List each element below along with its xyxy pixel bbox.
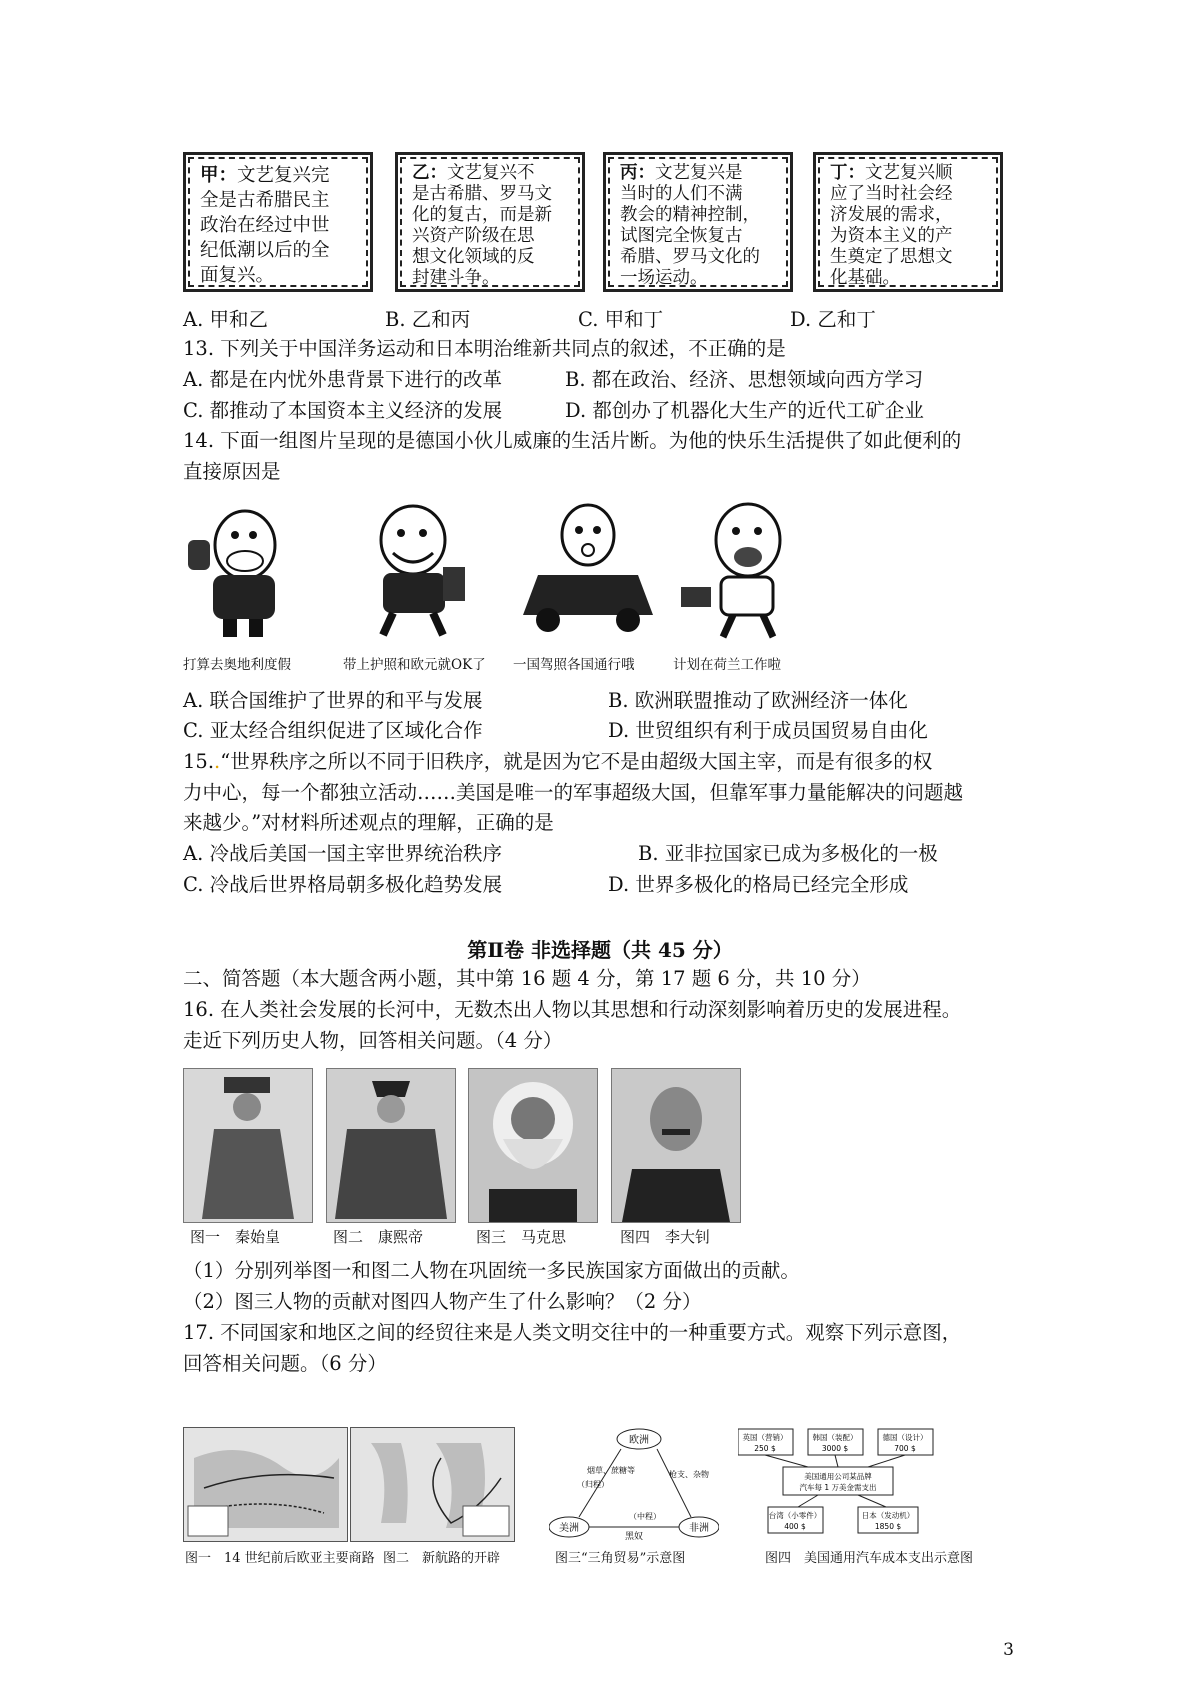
cost-de: 德国（设计） [882, 1433, 928, 1442]
q14-stem-line2: 直接原因是 [183, 460, 281, 483]
map-trade-routes [183, 1427, 348, 1542]
portrait-figure-icon [184, 1069, 312, 1222]
figure-caption: 图三“三角贸易”示意图 [555, 1551, 686, 1566]
portrait-caption: 图一 秦始皇 [190, 1228, 281, 1246]
q13-option-a: A. 都是在内忧外患背景下进行的改革 [183, 368, 502, 391]
q16-stem-line1: 16. 在人类社会发展的长河中，无数杰出人物以其思想和行动深刻影响着历史的发展进程。 [183, 998, 962, 1021]
cost-diagram [738, 1427, 938, 1542]
q14-option-d: D. 世贸组织有利于成员国贸易自由化 [608, 719, 928, 742]
cost-center-line1: 美国通用公司某品牌 [804, 1472, 872, 1481]
cartoon-passport [343, 495, 493, 673]
q17-stem-line2: 回答相关问题。（6 分） [183, 1352, 387, 1375]
cartoon-car [513, 495, 663, 673]
portrait-figure-icon [327, 1069, 455, 1222]
q14-option-b: B. 欧洲联盟推动了欧洲经济一体化 [608, 689, 908, 712]
q17-stem-line1: 17. 不同国家和地区之间的经贸往来是人类文明交往中的一种重要方式。观察下列示意图， [183, 1321, 962, 1344]
cartoon-caption: 一国驾照各国通行哦 [513, 657, 635, 673]
map-new-routes [350, 1427, 515, 1542]
q16-stem-line2: 走近下列历史人物，回答相关问题。（4 分） [183, 1029, 563, 1052]
q16-subquestion-1: （1）分别列举图一和图二人物在巩固统一多民族国家方面做出的贡献。 [183, 1259, 800, 1282]
portrait-figure-icon [469, 1069, 597, 1222]
q15-option-d: D. 世界多极化的格局已经完全形成 [608, 873, 909, 896]
cartoon-work-icon [673, 495, 823, 645]
cartoon-caption: 计划在荷兰工作啦 [673, 657, 781, 673]
label-bottom-sub: （中程） [629, 1512, 661, 1521]
q15-option-a: A. 冷战后美国一国主宰世界统治秩序 [183, 842, 502, 865]
label-bottom-arrow: 黑奴 [624, 1532, 644, 1542]
section-title: 第Ⅱ卷 非选择题（共 45 分） [467, 938, 733, 962]
q14-option-a: A. 联合国维护了世界的和平与发展 [183, 689, 483, 712]
cost-de-value: 700 $ [894, 1444, 916, 1453]
portrait-caption: 图三 马克思 [476, 1228, 567, 1246]
section-part-heading: 二、简答题（本大题含两小题，其中第 16 题 4 分，第 17 题 6 分，共 10 分） [183, 967, 871, 990]
q13-option-d: D. 都创办了机器化大生产的近代工矿企业 [565, 399, 924, 422]
opinion-box-yi: 乙：文艺复兴不 是古希腊、罗马文 化的复古，而是新 兴资产阶级在思 想文化领域的反 封建斗争。 [395, 152, 585, 292]
q12-option-a: A. 甲和乙 [183, 308, 268, 331]
ink-dot: . [214, 750, 221, 773]
cartoon-work [673, 495, 823, 673]
cartoon-car-icon [513, 495, 663, 645]
cost-tw-value: 400 $ [784, 1522, 806, 1531]
triangle-trade-diagram [549, 1427, 719, 1542]
cost-uk: 英国（营销） [742, 1433, 788, 1442]
portrait-kangxi [326, 1068, 456, 1223]
cost-kr-value: 3000 $ [821, 1444, 849, 1453]
q14-option-c: C. 亚太经合组织促进了区域化合作 [183, 719, 483, 742]
figure-caption: 图一 14 世纪前后欧亚主要商路 [185, 1551, 375, 1566]
q13-option-b: B. 都在政治、经济、思想领域向西方学习 [565, 368, 924, 391]
opinion-box-jia: 甲：文艺复兴完 全是古希腊民主 政治在经过中世 纪低潮以后的全 面复兴。 [183, 152, 373, 292]
q15-stem-line1: 15..“世界秩序之所以不同于旧秩序，就是因为它不是由超级大国主宰，而是有很多的权 [183, 750, 933, 773]
q16-subquestion-2: （2）图三人物的贡献对图四人物产生了什么影响？（2 分） [183, 1290, 702, 1313]
q15-option-c: C. 冷战后世界格局朝多极化趋势发展 [183, 873, 503, 896]
cost-jp-value: 1850 $ [874, 1522, 902, 1531]
figure-caption: 图四 美国通用汽车成本支出示意图 [765, 1551, 974, 1566]
portrait-marx [468, 1068, 598, 1223]
cost-tw: 台湾（小零件） [768, 1511, 822, 1520]
opinion-box-ding: 丁：文艺复兴顺 应了当时社会经 济发展的需求， 为资本主义的产 生奠定了思想文 化基础。 [813, 152, 1003, 292]
q13-option-c: C. 都推动了本国资本主义经济的发展 [183, 399, 503, 422]
node-africa: 非洲 [689, 1523, 709, 1534]
cartoon-phone [183, 495, 333, 673]
opinion-boxes [183, 152, 1023, 295]
q15-stem-line3: 来越少。”对材料所述观点的理解，正确的是 [183, 811, 554, 834]
q17-figures [183, 1427, 993, 1566]
map-icon [184, 1428, 347, 1541]
cost-center-line2: 汽车每 1 万美金需支出 [799, 1483, 877, 1492]
label-left-arrow: 烟草、蔗糖等 [587, 1466, 635, 1475]
q14-cartoons [183, 495, 863, 673]
cost-kr: 韩国（装配） [812, 1433, 858, 1442]
cost-jp: 日本（发动机） [861, 1511, 915, 1520]
box-label: 甲： [200, 165, 238, 186]
q16-portraits [183, 1068, 813, 1248]
label-right-arrow: 枪支、杂物 [669, 1470, 709, 1479]
portrait-qinshihuang [183, 1068, 313, 1223]
cartoon-phone-icon [183, 495, 333, 645]
label-left-sub: （归程） [577, 1480, 609, 1489]
q12-option-b: B. 乙和丙 [385, 308, 471, 331]
cartoon-passport-icon [343, 495, 493, 645]
map-icon [351, 1428, 514, 1541]
portrait-caption: 图二 康熙帝 [333, 1228, 424, 1246]
portrait-lidazhao [611, 1068, 741, 1223]
portrait-caption: 图四 李大钊 [620, 1228, 711, 1246]
figure-caption: 图二 新航路的开辟 [383, 1551, 501, 1566]
q14-stem-line1: 14. 下面一组图片呈现的是德国小伙儿威廉的生活片断。为他的快乐生活提供了如此便利的 [183, 429, 962, 452]
cost-uk-value: 250 $ [754, 1444, 776, 1453]
q12-option-d: D. 乙和丁 [790, 308, 876, 331]
q13-stem: 13. 下列关于中国洋务运动和日本明治维新共同点的叙述，不正确的是 [183, 337, 786, 360]
cartoon-caption: 带上护照和欧元就OK了 [343, 657, 486, 673]
portrait-figure-icon [612, 1069, 740, 1222]
node-europe: 欧洲 [629, 1435, 649, 1446]
q15-stem-line2: 力中心，每一个都独立活动……美国是唯一的军事超级大国，但靠军事力量能解决的问题越 [183, 781, 964, 804]
opinion-box-bing: 丙：文艺复兴是 当时的人们不满 教会的精神控制， 试图完全恢复古 希腊、罗马文化的 一场运动。 [603, 152, 793, 292]
cartoon-caption: 打算去奥地利度假 [183, 657, 291, 673]
q15-option-b: B. 亚非拉国家已成为多极化的一极 [638, 842, 938, 865]
q12-option-c: C. 甲和丁 [578, 308, 664, 331]
page-number: 3 [1003, 1640, 1014, 1660]
node-america: 美洲 [559, 1523, 579, 1534]
